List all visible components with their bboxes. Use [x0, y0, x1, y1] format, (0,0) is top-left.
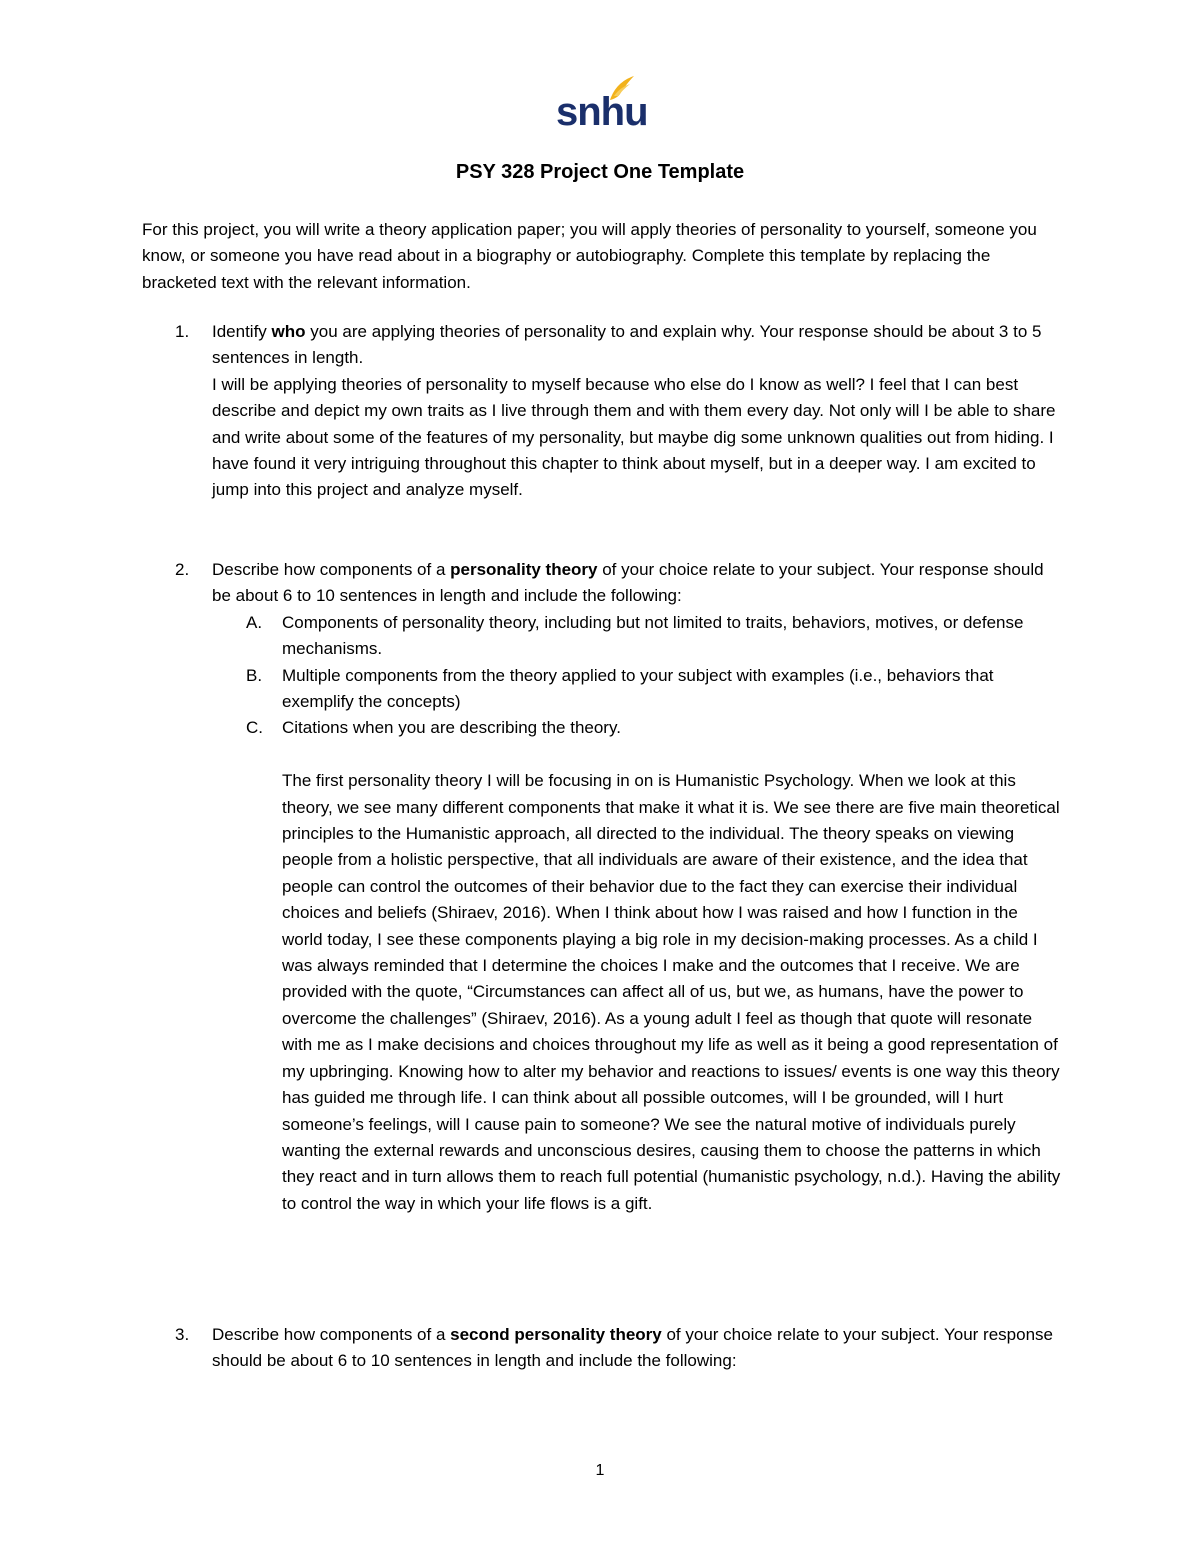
prompt-emphasis: personality theory — [450, 560, 598, 579]
page-number: 1 — [595, 1462, 605, 1479]
prompt-emphasis: who — [271, 322, 306, 341]
prompt-text: of your choice relate to your subject. Your response should be about 6 to 10 sentences in length and include the following: — [212, 1325, 1053, 1371]
item-prompt — [212, 319, 1062, 372]
item-body — [212, 1322, 1062, 1375]
sub-item-a — [246, 610, 1062, 663]
sub-item-c — [246, 715, 1062, 741]
sub-item-letter: C. — [246, 718, 263, 738]
sub-item-letter: B. — [246, 665, 263, 685]
item-prompt — [212, 1322, 1062, 1375]
logo-text: snhu — [556, 90, 648, 134]
page-title: PSY 328 Project One Template — [455, 161, 745, 183]
item-response: I will be applying theories of personality to myself because who else do I know as well? I feel that I can best describe and depict my own traits as I live through them and with them every day. Not only will I be able to share and write about some of the features of my personality, but maybe dig some unknown qualities out from hiding. I have found it very intriguing throughout this chapter to think about myself, but in a deeper way. I am excited to jump into this project and analyze myself. — [212, 374, 1056, 500]
item-number: 3. — [175, 1325, 190, 1344]
list-item-3 — [142, 1322, 1062, 1375]
sub-item-text: Components of personality theory, including but not limited to traits, behaviors, motives, or defense mechanisms. — [282, 612, 1024, 659]
sub-item-text: Multiple components from the theory applied to your subject with examples (i.e., behaviors that exemplify the concepts) — [282, 665, 994, 712]
sub-item-b — [246, 663, 1062, 716]
item-body — [212, 557, 1062, 1217]
snhu-logo — [556, 74, 648, 134]
sub-item-letter: A. — [246, 612, 263, 632]
prompt-text: of your choice relate to your subject. Your response should be about 6 to 10 sentences in length and include the following: — [212, 560, 1044, 606]
sub-item-text: Citations when you are describing the theory. — [282, 718, 621, 738]
list-item-2 — [142, 557, 1062, 1217]
list-item-1 — [142, 319, 1062, 504]
prompt-text: Describe how components of a — [212, 1325, 451, 1344]
prompt-text: Identify — [212, 322, 272, 341]
prompt-emphasis: second personality theory — [450, 1325, 662, 1344]
flame-icon — [606, 74, 636, 104]
item-response: The first personality theory I will be focusing in on is Humanistic Psychology. When we look at this theory, we see many different components that make it what it is. We see there are five main theoretical principles to the Humanistic approach, all directed to the individual. The theory speaks on viewing people from a holistic perspective, that all individuals are aware of their existence, and the idea that people can control the outcomes of their behavior due to the fact they can exercise their individual choices and beliefs (Shiraev, 2016). When I think about how I was raised and how I function in the world today, I see these components playing a big role in my decision-making processes. As a child I was always reminded that I determine the choices I make and the outcomes that I receive. We are provided with the quote, “Circumstances can affect all of us, but we, as humans, have the power to overcome the challenges” (Shiraev, 2016). As a young adult I feel as though that quote will resonate with me as I make decisions and choices throughout my life as well as it being a good representation of my upbringing. Knowing how to alter my behavior and reactions to issues/ events is one way this theory has guided me through life. I can think about all possible outcomes, will I be grounded, will I hurt someone’s feelings, will I cause pain to someone? We see the natural motive of individuals purely wanting the external rewards and unconscious desires, causing them to choose the patterns in which they react and in turn allows them to reach full potential (humanistic psychology, n.d.). Having the ability to control the way in which your life flows is a gift. — [282, 771, 1061, 1213]
item-prompt — [212, 557, 1062, 610]
item-number: 1. — [175, 322, 190, 341]
item-number: 2. — [175, 560, 190, 579]
item-body — [212, 319, 1062, 504]
intro-paragraph: For this project, you will write a theory application paper; you will apply theories of personality to yourself, someone you know, or someone you have read about in a biography or autobiography. Complete this template by replacing the bracketed text with the relevant information. — [142, 220, 1037, 292]
prompt-text: you are applying theories of personality to and explain why. Your response should be about 3 to 5 sentences in length. — [212, 322, 1042, 368]
prompt-text: Describe how components of a — [212, 560, 451, 579]
